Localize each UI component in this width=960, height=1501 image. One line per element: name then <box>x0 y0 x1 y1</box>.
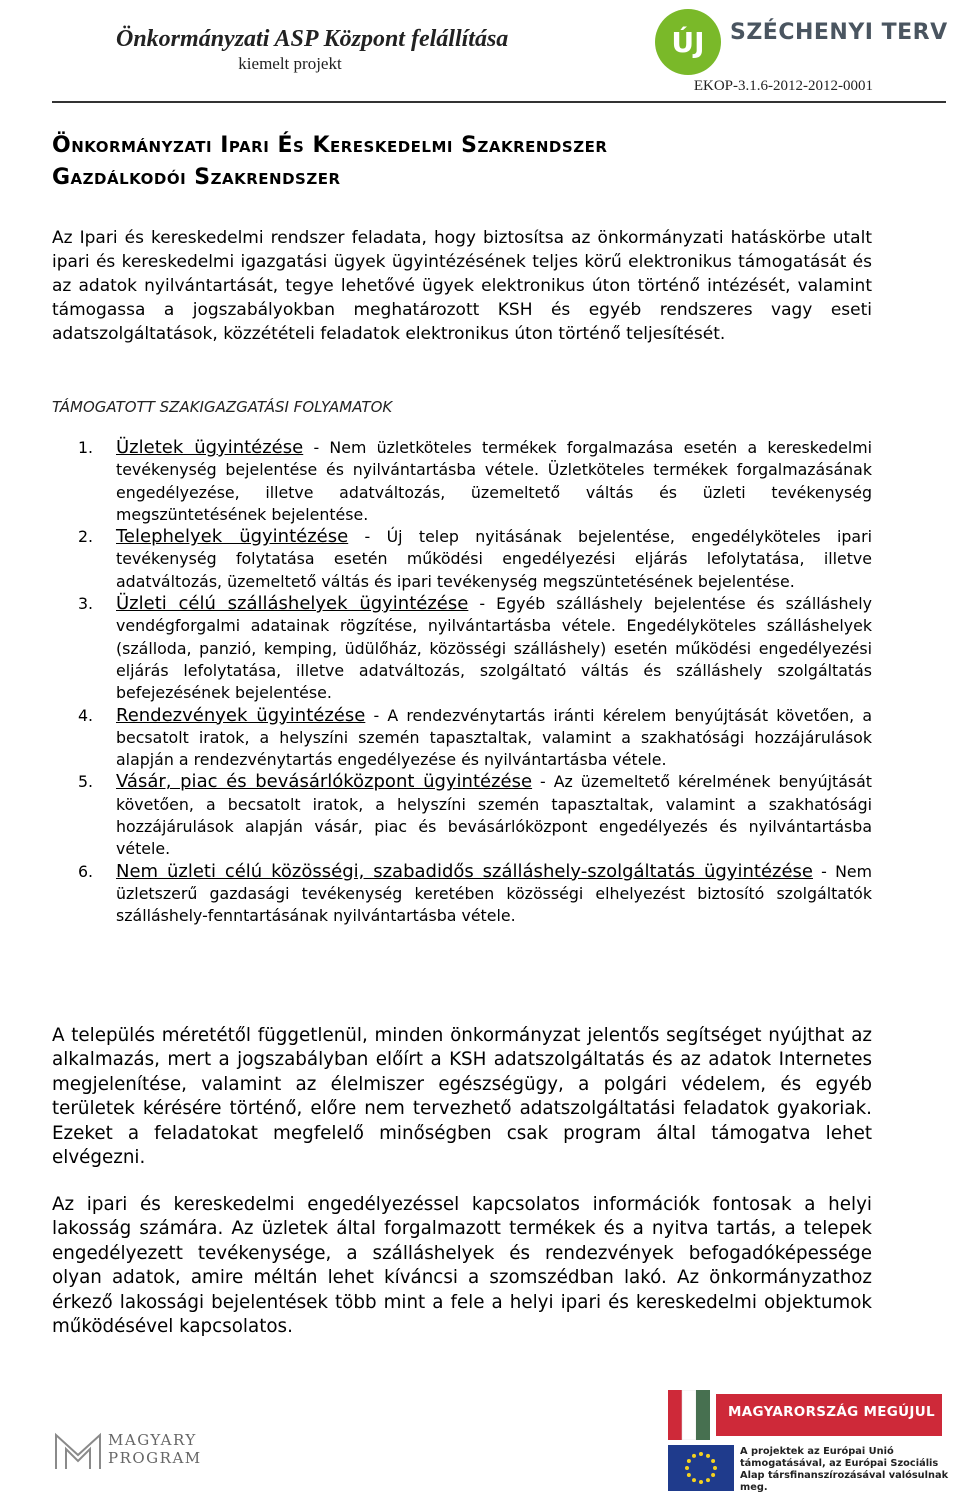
process-term: Üzletek ügyintézése <box>116 437 304 458</box>
eu-star <box>692 1454 696 1458</box>
heading-line-1: Önkormányzati Ipari És Kereskedelmi Szakrendszer <box>52 133 608 158</box>
header-divider <box>52 101 946 103</box>
process-description: - A rendezvénytartás iránti kérelem benyújtását követően, a becsatolt iratok, a helyszíni szemén tapasztaltak, valamint a szakhatósági hozzájárulások alapján a rendezvénytartás engedélyezése és nyilvántartásba vétele. <box>116 705 873 770</box>
eu-star <box>711 1473 715 1477</box>
paragraph-importance: A település méretétől függetlenül, minden önkormányzat jelentős segítséget nyújthat az alkalmazás, mert a jogszabályban előírt a KSH adatszolgáltatás és az adatok Internetes megjelenítése, valamint az élelmiszer egészségügy, a polgári védelem, és egyéb területek kérésére történő, előre nem tervezhető adatszolgáltatási feladatok gyakoriak. Ezeket a feladatokat megfelelő minőségben csak program által támogatva lehet elvégezni. <box>52 1025 872 1169</box>
process-number: 3. <box>78 594 94 614</box>
process-number: 5. <box>78 772 94 792</box>
magyary-line-2: PROGRAM <box>108 1449 202 1467</box>
magyarorszag-megujul-text: MAGYARORSZÁG MEGÚJUL <box>728 1404 935 1420</box>
process-description: - Nem üzletköteles termékek forgalmazása esetén a kereskedelmi tevékenység bejelentése és nyilvántartásba vétele. Üzletköteles termékek forgalmazásának engedélyezése, illetve adatváltozás, üzemeltető váltás és üzleti tevékenység megszüntetésének bejelentése. <box>116 438 873 524</box>
process-item <box>52 437 872 526</box>
process-number: 6. <box>78 861 94 881</box>
eu-star <box>706 1478 710 1482</box>
process-term: Nem üzleti célú közösségi, szabadidős szálláshely-szolgáltatás ügyintézése <box>116 860 813 882</box>
process-term: Vásár, piac és bevásárlóközpont ügyintézése <box>116 771 533 793</box>
paragraph-public-info: Az ipari és kereskedelmi engedélyezéssel kapcsolatos információk fontosak a helyi lakosság számára. Az üzletek által forgalmazott termékek és a nyitva tartás, a telepek engedélyezett tevékenysége, a szálláshelyek és rendezvények befogadóképessége olyan adatok, amire méltán lehet kíváncsi a szomszédban lakó. Az önkormányzathoz érkező lakossági bejelentések több mint a fele a helyi ipari és kereskedelmi objektumok működésével kapcsolatos. <box>52 1194 872 1338</box>
eu-star <box>687 1459 691 1463</box>
eu-star <box>699 1452 703 1456</box>
process-item <box>52 861 872 928</box>
logo-mark: ÚJ <box>671 26 705 59</box>
eu-star <box>685 1466 689 1470</box>
magyary-line-1: MAGYARY <box>108 1431 197 1449</box>
header-title: Önkormányzati ASP Központ felállítása <box>116 26 509 52</box>
szechenyi-terv-text: SZÉCHENYI TERV <box>730 20 948 45</box>
magyary-program-text <box>108 1431 202 1467</box>
process-list <box>52 437 872 928</box>
process-description: - Egyéb szálláshely bejelentése és szálláshely vendégforgalmi adatainak rögzítése, nyilvántartásba vétele. Engedélyköteles szálláshelyek (szálloda, panzió, kemping, üdülőház, közösségi szálláshely) esetén működési engedélyezési eljárás lefolytatása, illetve adatváltozás, szolgáltató váltás és szálláshely szolgáltatás befejezésének bejelentése. <box>116 594 872 703</box>
process-item <box>52 705 872 772</box>
process-item <box>52 526 872 593</box>
eu-star <box>711 1459 715 1463</box>
supported-processes-heading: TÁMOGATOTT SZAKIGAZGATÁSI FOLYAMATOK <box>52 398 393 416</box>
process-description: - Az üzemeltető kérelmének benyújtását követően, a becsatolt iratok, a helyszíni szemén tapasztaltak, valamint a szakhatósági hozzájárulások alapján vásár, piac és bevásárlóközpont engedélyezés és nyilvántartásba vétele. <box>116 772 872 859</box>
header-subtitle: kiemelt projekt <box>238 54 342 73</box>
process-number: 2. <box>78 527 94 547</box>
project-code: EKOP-3.1.6-2012-2012-0001 <box>693 78 873 94</box>
process-item <box>52 593 872 704</box>
heading-line-2: Gazdálkodói Szakrendszer <box>52 165 341 190</box>
eu-star <box>706 1454 710 1458</box>
process-term: Telephelyek ügyintézése <box>116 526 349 548</box>
process-description: - Új telep nyitásának bejelentése, engedélyköteles ipari tevékenység folytatása esetén működési engedélyezési eljárás lefolytatása, illetve adatváltozás, üzemeltető váltás és ipari tevékenység megszüntetésének bejelentése. <box>116 527 872 591</box>
eu-support-text: A projektek az Európai Unió támogatásával, az Európai Szociális Alap társfinanszírozásával valósulnak meg. <box>740 1446 949 1493</box>
eu-star <box>699 1480 703 1484</box>
eu-star <box>713 1466 717 1470</box>
eu-star <box>692 1478 696 1482</box>
process-term: Rendezvények ügyintézése <box>116 704 366 726</box>
process-item <box>52 771 872 860</box>
process-number: 4. <box>78 705 94 725</box>
intro-paragraph: Az Ipari és kereskedelmi rendszer feladata, hogy biztosítsa az önkormányzati hatáskörbe utalt ipari és kereskedelmi igazgatási ügyek ügyintézésének teljes körű elektronikus támogatását és az adatok nyilvántartását, tegye lehetővé ügyek elektronikus úton történő intézését, valamint támogassa a jogszabályokban meghatározott KSH és egyéb rendszeres vagy eseti adatszolgáltatások, közzétételi feladatok elektronikus úton történő teljesítését. <box>52 228 872 344</box>
process-number: 1. <box>78 438 94 457</box>
process-term: Üzleti célú szálláshelyek ügyintézése <box>116 593 469 615</box>
eu-star <box>687 1473 691 1477</box>
process-description: - Nem üzletszerű gazdasági tevékenység keretében közösségi elhelyezést biztosító szolgáltatók szálláshely-fenntartásának nyilvántartásba vétele. <box>116 861 872 926</box>
